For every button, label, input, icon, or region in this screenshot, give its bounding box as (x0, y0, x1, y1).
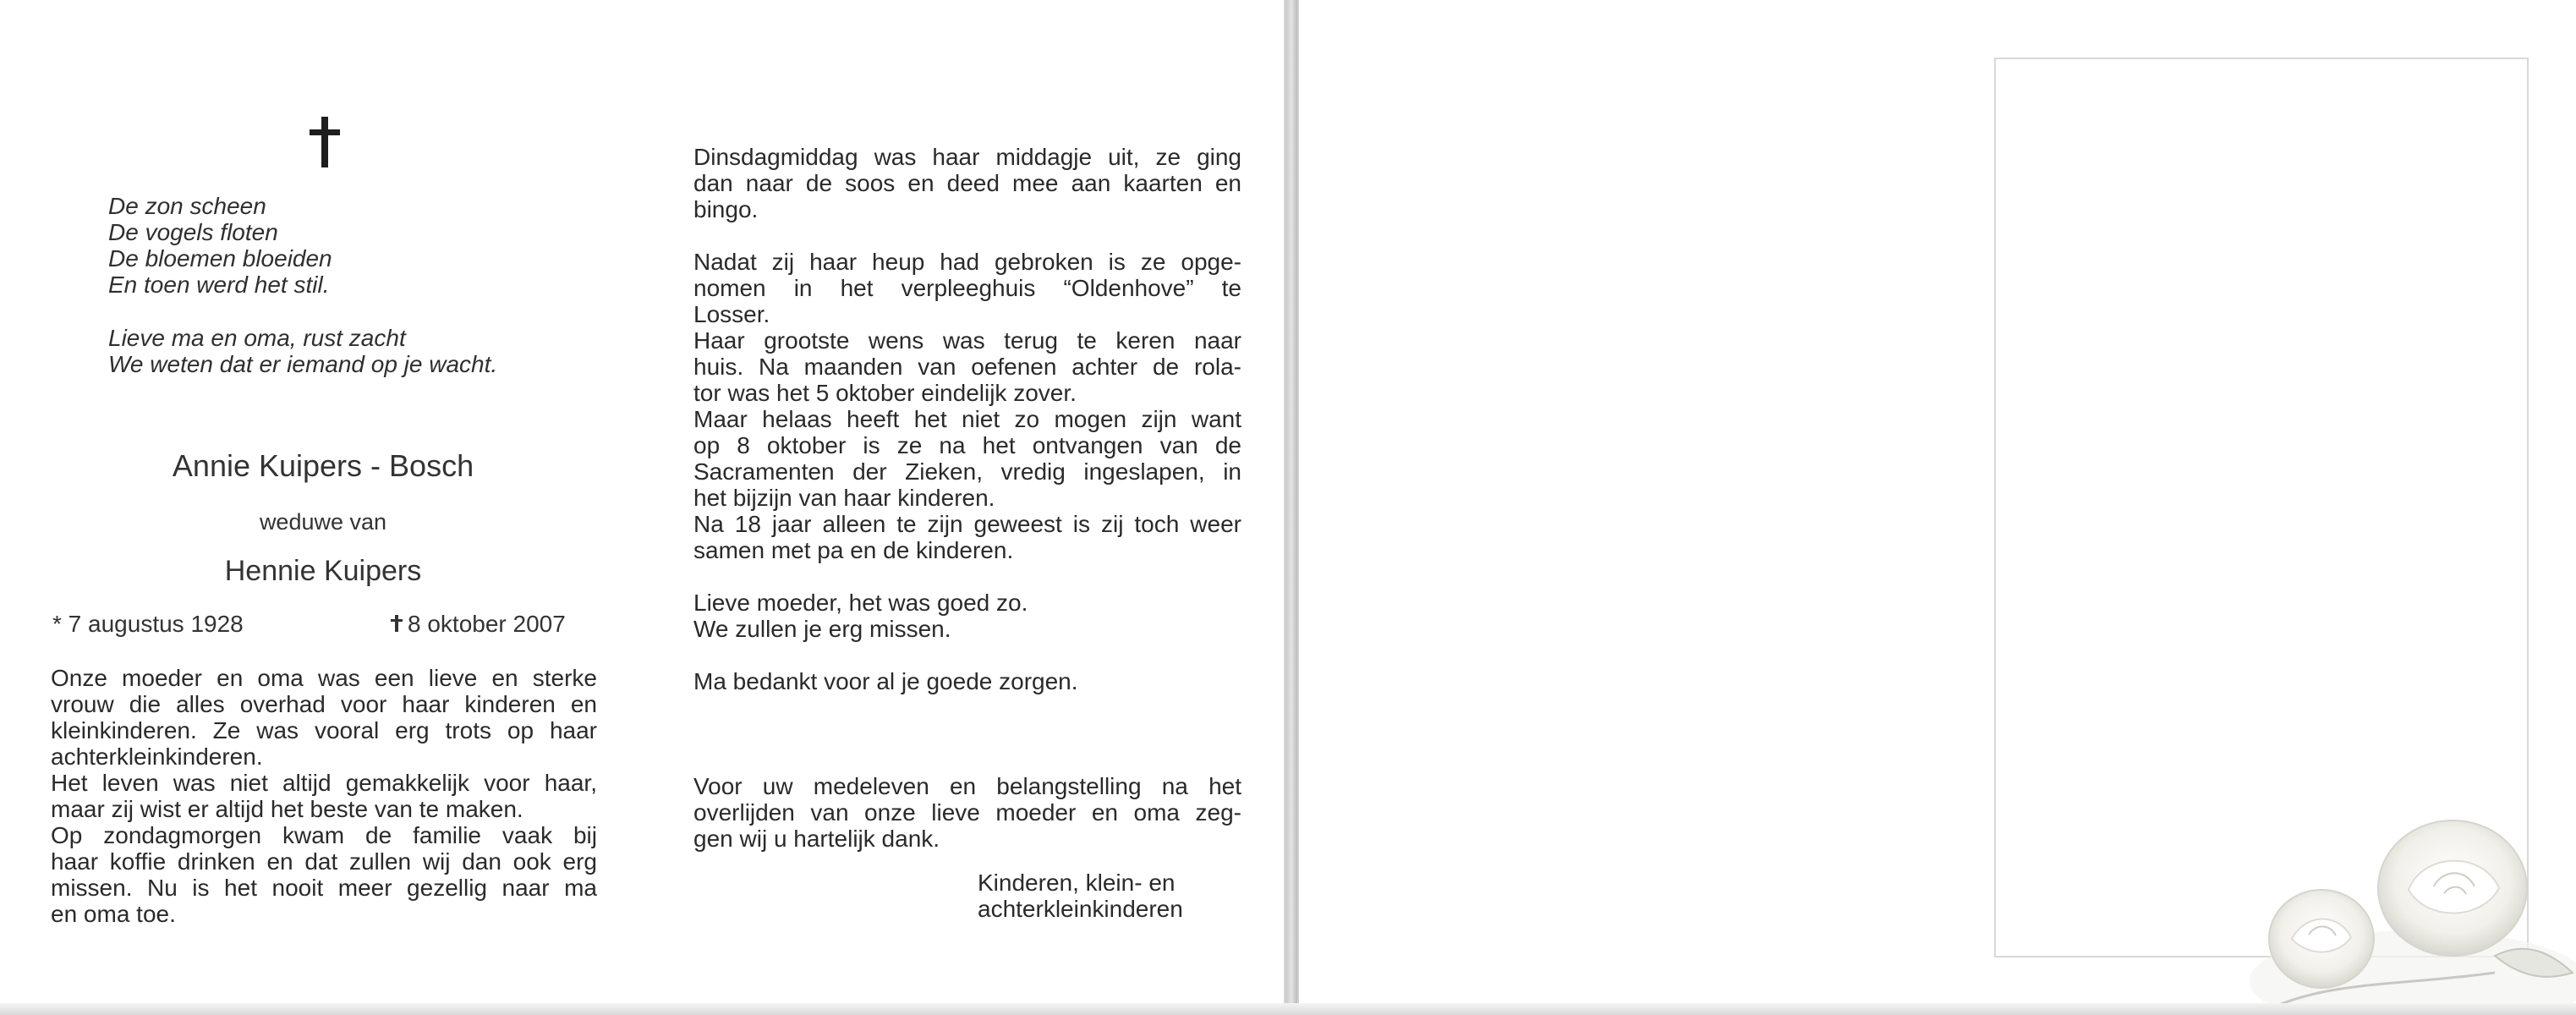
left-body-text (51, 665, 597, 927)
text-line: overlijden van onze lieve moeder en oma zeg- (693, 799, 1241, 826)
text-line: op 8 oktober is ze na het ontvangen van de (693, 432, 1241, 458)
small-cross-icon (391, 615, 403, 632)
text-line: en oma toe. (51, 901, 176, 927)
widow-of-label: weduwe van (259, 509, 387, 535)
text-line: vrouw die alles overhad voor haar kinderen en (51, 691, 597, 717)
text-line: Maar helaas heeft het niet zo mogen zijn want (693, 406, 1241, 432)
text-line: missen. Nu is het nooit meer gezellig naar ma (51, 875, 597, 901)
text-line: Nadat zij haar heup had gebroken is ze opge- (693, 249, 1241, 275)
spouse-name: Hennie Kuipers (224, 555, 422, 587)
text-line: Ma bedankt voor al je goede zorgen. (693, 668, 1078, 694)
text-line: Het leven was niet altijd gemakkelijk voor haar, (51, 770, 597, 796)
text-line: kleinkinderen. Ze was vooral erg trots op haar (51, 717, 597, 743)
text-line: nomen in het verpleeghuis “Oldenhove” te (693, 275, 1241, 301)
text-line: maar zij wist er altijd het beste van te maken. (51, 796, 523, 822)
poem-line: De vogels floten (108, 219, 278, 245)
text-line: We zullen je erg missen. (693, 616, 951, 642)
text-line: Losser. (693, 301, 770, 327)
text-line: dan naar de soos en deed mee aan kaarten en (693, 170, 1241, 196)
card-fold (1285, 0, 1297, 1015)
deceased-name: Annie Kuipers - Bosch (172, 448, 474, 483)
poem-line: De bloemen bloeiden (108, 245, 332, 272)
text-line: Onze moeder en oma was een lieve en sterke (51, 665, 597, 691)
text-line: Lieve moeder, het was goed zo. (693, 590, 1028, 616)
text-line: Na 18 jaar alleen te zijn geweest is zij toch weer (693, 511, 1241, 537)
text-line: gen wij u hartelijk dank. (693, 826, 940, 852)
signoff-line: Kinderen, klein- en (978, 870, 1176, 896)
poem-line: We weten dat er iemand op je wacht. (108, 351, 498, 377)
left-card-panel (0, 0, 1285, 1015)
poem-line: Lieve ma en oma, rust zacht (108, 325, 406, 351)
text-line: Haar grootste wens was terug te keren naar (693, 327, 1241, 354)
text-line: Sacramenten der Zieken, vredig ingeslapen, in (693, 458, 1241, 485)
roses-image (2241, 812, 2576, 1015)
poem-line: En toen werd het stil. (108, 272, 330, 298)
poem-stanza-2 (108, 325, 497, 377)
death-date-line (391, 611, 566, 638)
text-line: samen met pa en de kinderen. (693, 537, 1014, 563)
bottom-edge (0, 1003, 2576, 1015)
text-line: tor was het 5 oktober eindelijk zover. (693, 380, 1077, 406)
death-date: 8 oktober 2007 (408, 611, 566, 637)
text-line: Dinsdagmiddag was haar middagje uit, ze ging (693, 144, 1241, 170)
text-line: achterkleinkinderen. (51, 743, 263, 770)
text-line: Voor uw medeleven en belangstelling na het (693, 773, 1241, 799)
signoff (978, 870, 1183, 922)
text-line: haar koffie drinken en dat zullen wij dan ook erg (51, 848, 597, 875)
right-column-text (693, 144, 1241, 852)
birth-date: * 7 augustus 1928 (52, 611, 244, 637)
text-line: het bijzijn van haar kinderen. (693, 485, 995, 511)
poem-stanza-1 (108, 193, 332, 298)
cross-icon (306, 117, 343, 167)
text-line: Op zondagmorgen kwam de familie vaak bij (51, 822, 597, 848)
text-line: huis. Na maanden van oefenen achter de rola- (693, 354, 1241, 380)
signoff-line: achterkleinkinderen (978, 896, 1183, 922)
poem-line: De zon scheen (108, 193, 266, 219)
text-line: bingo. (693, 196, 759, 222)
